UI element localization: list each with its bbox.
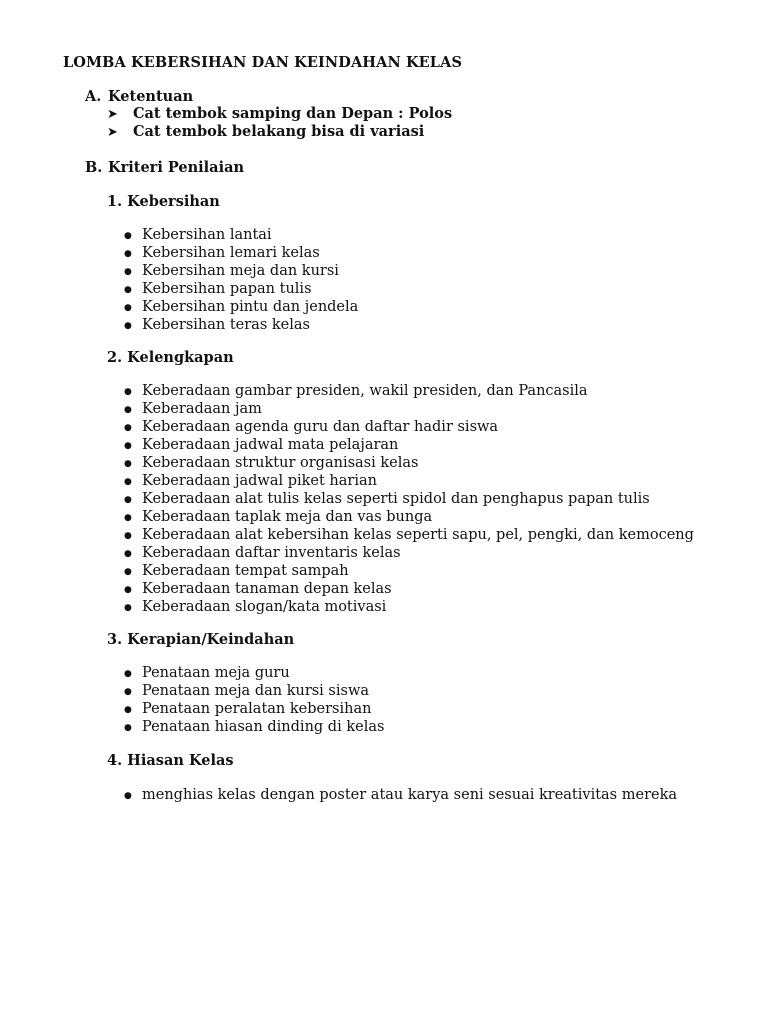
list-item: [124, 786, 677, 804]
criteria-hiasan-heading: 4. Hiasan Kelas: [107, 752, 234, 769]
ketentuan-list: [107, 105, 452, 141]
list-item-text: Penataan peralatan kebersihan: [142, 701, 372, 717]
kelengkapan-list: [124, 382, 694, 616]
list-item-text: Keberadaan jadwal mata pelajaran: [142, 437, 399, 453]
section-a-letter: A.: [85, 88, 102, 105]
bullet-icon: ●: [124, 603, 132, 613]
list-item-text: Kebersihan lantai: [142, 227, 272, 243]
bullet-icon: ●: [124, 441, 132, 451]
list-item: [124, 280, 358, 298]
list-item-text: Keberadaan daftar inventaris kelas: [142, 545, 401, 561]
list-item-text: Keberadaan tanaman depan kelas: [142, 581, 392, 597]
bullet-icon: ●: [124, 477, 132, 487]
list-item-text: Kebersihan teras kelas: [142, 317, 310, 333]
section-b-title: Kriteri Penilaian: [108, 159, 245, 176]
bullet-icon: ●: [124, 267, 132, 277]
bullet-icon: ●: [124, 567, 132, 577]
list-item-text: Keberadaan jam: [142, 401, 262, 417]
criteria-kebersihan-heading: 1. Kebersihan: [107, 193, 220, 210]
list-item: [124, 400, 694, 418]
list-item: [124, 700, 384, 718]
list-item: [124, 436, 694, 454]
list-item: [124, 664, 384, 682]
bullet-icon: ●: [124, 495, 132, 505]
list-item-text: Penataan meja dan kursi siswa: [142, 683, 370, 699]
bullet-icon: ●: [124, 249, 132, 259]
bullet-icon: ●: [124, 459, 132, 469]
bullet-icon: ●: [124, 531, 132, 541]
bullet-icon: ●: [124, 723, 132, 733]
bullet-icon: ●: [124, 585, 132, 595]
list-item: [124, 298, 358, 316]
bullet-icon: ●: [124, 405, 132, 415]
list-item: [124, 454, 694, 472]
section-a-title: Ketentuan: [108, 88, 194, 105]
list-item-text: Kebersihan papan tulis: [142, 281, 312, 297]
bullet-icon: ●: [124, 513, 132, 523]
list-item-text: Cat tembok samping dan Depan : Polos: [133, 105, 453, 122]
bullet-icon: ●: [124, 791, 132, 801]
list-item-text: Keberadaan alat tulis kelas seperti spidol dan penghapus papan tulis: [142, 491, 650, 507]
bullet-icon: ●: [124, 423, 132, 433]
list-item-text: Kebersihan pintu dan jendela: [142, 299, 359, 315]
list-item-text: Keberadaan agenda guru dan daftar hadir siswa: [142, 419, 499, 435]
list-item: [124, 490, 694, 508]
bullet-icon: ●: [124, 687, 132, 697]
list-item: [124, 718, 384, 736]
arrow-bullet-icon: ➤: [107, 125, 118, 140]
list-item: [124, 598, 694, 616]
section-b-letter: B.: [85, 159, 103, 176]
bullet-icon: ●: [124, 549, 132, 559]
criteria-kerapian-heading: 3. Kerapian/Keindahan: [107, 631, 295, 648]
hiasan-list: [124, 786, 677, 804]
list-item: [124, 544, 694, 562]
list-item: [124, 562, 694, 580]
section-b-heading: [85, 159, 244, 176]
bullet-icon: ●: [124, 387, 132, 397]
list-item: [124, 682, 384, 700]
list-item-text: Kebersihan meja dan kursi: [142, 263, 339, 279]
list-item: [107, 105, 452, 123]
bullet-icon: ●: [124, 231, 132, 241]
list-item-text: Keberadaan jadwal piket harian: [142, 473, 377, 489]
list-item-text: Penataan hiasan dinding di kelas: [142, 719, 385, 735]
list-item-text: Keberadaan slogan/kata motivasi: [142, 599, 387, 615]
list-item-text: Keberadaan tempat sampah: [142, 563, 349, 579]
kerapian-list: [124, 664, 384, 736]
list-item: [124, 580, 694, 598]
section-a-heading: [85, 88, 193, 105]
list-item: [124, 418, 694, 436]
kebersihan-list: [124, 226, 358, 334]
list-item: [124, 244, 358, 262]
list-item-text: Keberadaan gambar presiden, wakil presiden, dan Pancasila: [142, 383, 588, 399]
list-item-text: menghias kelas dengan poster atau karya seni sesuai kreativitas mereka: [142, 787, 678, 803]
list-item: [124, 526, 694, 544]
bullet-icon: ●: [124, 705, 132, 715]
list-item: [124, 262, 358, 280]
list-item: [124, 508, 694, 526]
list-item-text: Kebersihan lemari kelas: [142, 245, 320, 261]
list-item: [124, 382, 694, 400]
list-item: [124, 316, 358, 334]
list-item-text: Penataan meja guru: [142, 665, 290, 681]
bullet-icon: ●: [124, 303, 132, 313]
list-item-text: Cat tembok belakang bisa di variasi: [133, 123, 425, 140]
bullet-icon: ●: [124, 669, 132, 679]
arrow-bullet-icon: ➤: [107, 107, 118, 122]
list-item-text: Keberadaan alat kebersihan kelas seperti sapu, pel, pengki, dan kemoceng: [142, 527, 694, 543]
criteria-kelengkapan-heading: 2. Kelengkapan: [107, 349, 234, 366]
list-item-text: Keberadaan taplak meja dan vas bunga: [142, 509, 433, 525]
document-title: LOMBA KEBERSIHAN DAN KEINDAHAN KELAS: [63, 54, 463, 71]
list-item-text: Keberadaan struktur organisasi kelas: [142, 455, 419, 471]
list-item: [124, 226, 358, 244]
list-item: [107, 123, 452, 141]
bullet-icon: ●: [124, 285, 132, 295]
list-item: [124, 472, 694, 490]
bullet-icon: ●: [124, 321, 132, 331]
